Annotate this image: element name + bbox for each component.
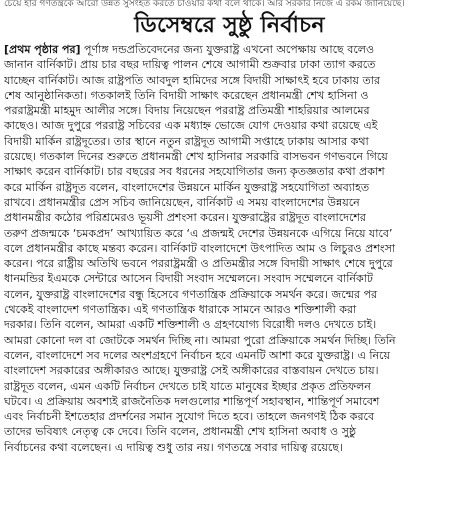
article-line: বিদায়ী মার্কিন রাষ্ট্রদূতের। তার স্থানে নতুন রাষ্ট্রদূত আগামী সপ্তাহে ঢাকায় আসার কথা <box>4 134 369 148</box>
article-line: যাচ্ছেন বার্নিকাট। আজ রাষ্ট্রপতি আবদুল হামিদের সঙ্গে বিদায়ী সাক্ষাৎই হবে ঢাকায় তার <box>4 73 381 87</box>
article-line: ঘটবে। এ প্রক্রিয়ায় অবশ্যই রাজনৈতিক দলগুলোর শান্তিপূর্ণ সহাবস্থান, শান্তিপূর্ণ সমাবেশ <box>4 394 380 408</box>
article-line: সাক্ষাৎ করেন বার্নিকাট। চার বছরের সব ধরনের সহযোগিতার জন্য কৃতজ্ঞতার কথা প্রকাশ <box>4 165 385 179</box>
article-line: দরকার। তিনি বলেন, আমরা একটি শক্তিশালী ও গ্রহণযোগ্য বিরোধী দলও দেখতে চাই। <box>4 318 377 332</box>
headline: ডিসেম্বরে সুষ্ঠু নির্বাচন <box>134 13 325 38</box>
article-line: এবং নির্বাচনী ইশতেহার প্রদর্শনের সমান সুযোগ দিতে হবে। তাহলে জনগণই ঠিক করবে <box>4 410 375 424</box>
article-line: কাছেও। আজ দুপুরে পররাষ্ট্র সচিবের এক মধ্যাহ্ন ভোজে যোগ দেওয়ার কথা রয়েছে এই <box>4 119 378 133</box>
article-line-text: পূর্ণাঙ্গ দন্ডপ্রতিবেদনের জন্য যুক্তরাষ্ট্র এখনো অপেক্ষায় আছে বলেও <box>80 43 375 56</box>
article-line: রাষ্ট্রদূত বলেন, এমন একটি নির্বাচন দেখতে চাই যাতে মানুষের ইচ্ছার প্রকৃত প্রতিফলন <box>4 379 371 393</box>
article-line: রয়েছে। গতকাল দিনের শুরুতে প্রধানমন্ত্রী শেখ হাসিনার সরকারি বাসভবন গণভবনে গিয়ে <box>4 150 388 164</box>
article-line: শেষ আনুষ্ঠানিকতা। গতকালই তিনি বিদায়ী সাক্ষাৎ করেছেন প্রধানমন্ত্রী শেখ হাসিনা ও <box>4 88 369 102</box>
article-line: বাংলাদেশ সরকারের অঙ্গীকারও আছে। যুক্তরাষ্ট্র সেই অঙ্গীকারের বাস্তবায়ন দেখতে চায়। <box>4 364 379 378</box>
article-line: রাখবে। প্রধানমন্ত্রীর প্রেস সচিব জানিয়েছেন, বার্নিকাট এ সময় বাংলাদেশের উন্নয়নে <box>4 195 360 209</box>
article-line: নির্বাচনের কথা বলেছেন। এ দায়িত্ব শুধু তার নয়। গণতন্ত্রে সবার দায়িত্ব রয়েছে। <box>4 440 343 454</box>
article-line: ধানমন্ডির ইএমকে সেন্টারে আসেন বিদায়ী সংবাদ সম্মেলনে। সংবাদ সম্মেলনে বার্নিকাট <box>4 272 373 286</box>
article-line: পররাষ্ট্রমন্ত্রী মাহমুদ আলীর সঙ্গে। বিদায় নিয়েছেন পররাষ্ট্র প্রতিমন্ত্রী শাহরিয়ার আলমের <box>4 104 370 118</box>
article-body <box>4 42 456 505</box>
article-line: করে মার্কিন রাষ্ট্রদূত বলেন, বাংলাদেশের উন্নয়নে মার্কিন যুক্তরাষ্ট্র সহযোগিতা অব্যাহত <box>4 180 370 194</box>
article-line: তাদের ভবিষ্যৎ নেতৃত্ব কে দেবে। তিনি বলেন, প্রধানমন্ত্রী শেখ হাসিনা অবাধ ও সুষ্ঠু <box>4 425 357 439</box>
previous-article-text: চেয়ে হার গণতন্ত্রকে আরো উন্নত সুসংহত করতে চাওয়ার কথা বলে থাকে। আর সরকার নিজে এ রকম জানিয়েছে। <box>4 0 405 9</box>
continuation-marker: [প্রথম পৃষ্ঠার পর] <box>4 43 81 56</box>
article-line <box>4 42 456 57</box>
article-line: জানান বার্নিকাট। প্রায় চার বছর দায়িত্ব পালন শেষে আগামী শুক্রবার ঢাকা ত্যাগ করতে <box>4 58 376 72</box>
article-line: তরুণ প্রজন্মকে ‘চমকপ্রদ’ আখ্যায়িত করে ‘এ প্রজন্মই দেশের উন্নয়নকে এগিয়ে নিয়ে যাবে’ <box>4 226 393 240</box>
article-line: প্রধানমন্ত্রীর কঠোর পরিশ্রমেরও ভূয়সী প্রশংসা করেন। যুক্তরাষ্ট্রের রাষ্ট্রদূত বাংলাদেশের <box>4 211 366 225</box>
article-line: করেন। পরে রাষ্ট্রীয় অতিথি ভবনে পররাষ্ট্রমন্ত্রী ও প্রতিমন্ত্রীর সঙ্গে বিদায়ী সাক্ষাৎ শেষে দুপুরে <box>4 257 393 271</box>
article-line: থেকেই বাংলাদেশ গণতান্ত্রিক। এই গণতান্ত্রিক ধারাকে সামনে আরও শক্তিশালী করা <box>4 303 357 317</box>
article-line: আমরা কোনো দল বা জোটকে সমর্থন দিচ্ছি না। আমরা পুরো প্রক্রিয়াকে সমর্থন দিচ্ছি। তিনি <box>4 333 396 347</box>
article-line: বলেন, বাংলাদেশে সব দলের অংশগ্রহণে নির্বাচন হবে এমনটি আশা করে যুক্তরাষ্ট্র। এ নিয়ে <box>4 348 390 362</box>
article-line: বলে প্রধানমন্ত্রীর কাছে মন্তব্য করেন। বার্নিকাট বাংলাদেশে উৎপাদিত আম ও লিচুরও প্রশংসা <box>4 241 396 255</box>
article-line: বলেন, যুক্তরাষ্ট্র বাংলাদেশের বন্ধু হিসেবে গণতান্ত্রিক প্রক্রিয়াকে সমর্থন করে। জন্মের পর <box>4 287 378 301</box>
